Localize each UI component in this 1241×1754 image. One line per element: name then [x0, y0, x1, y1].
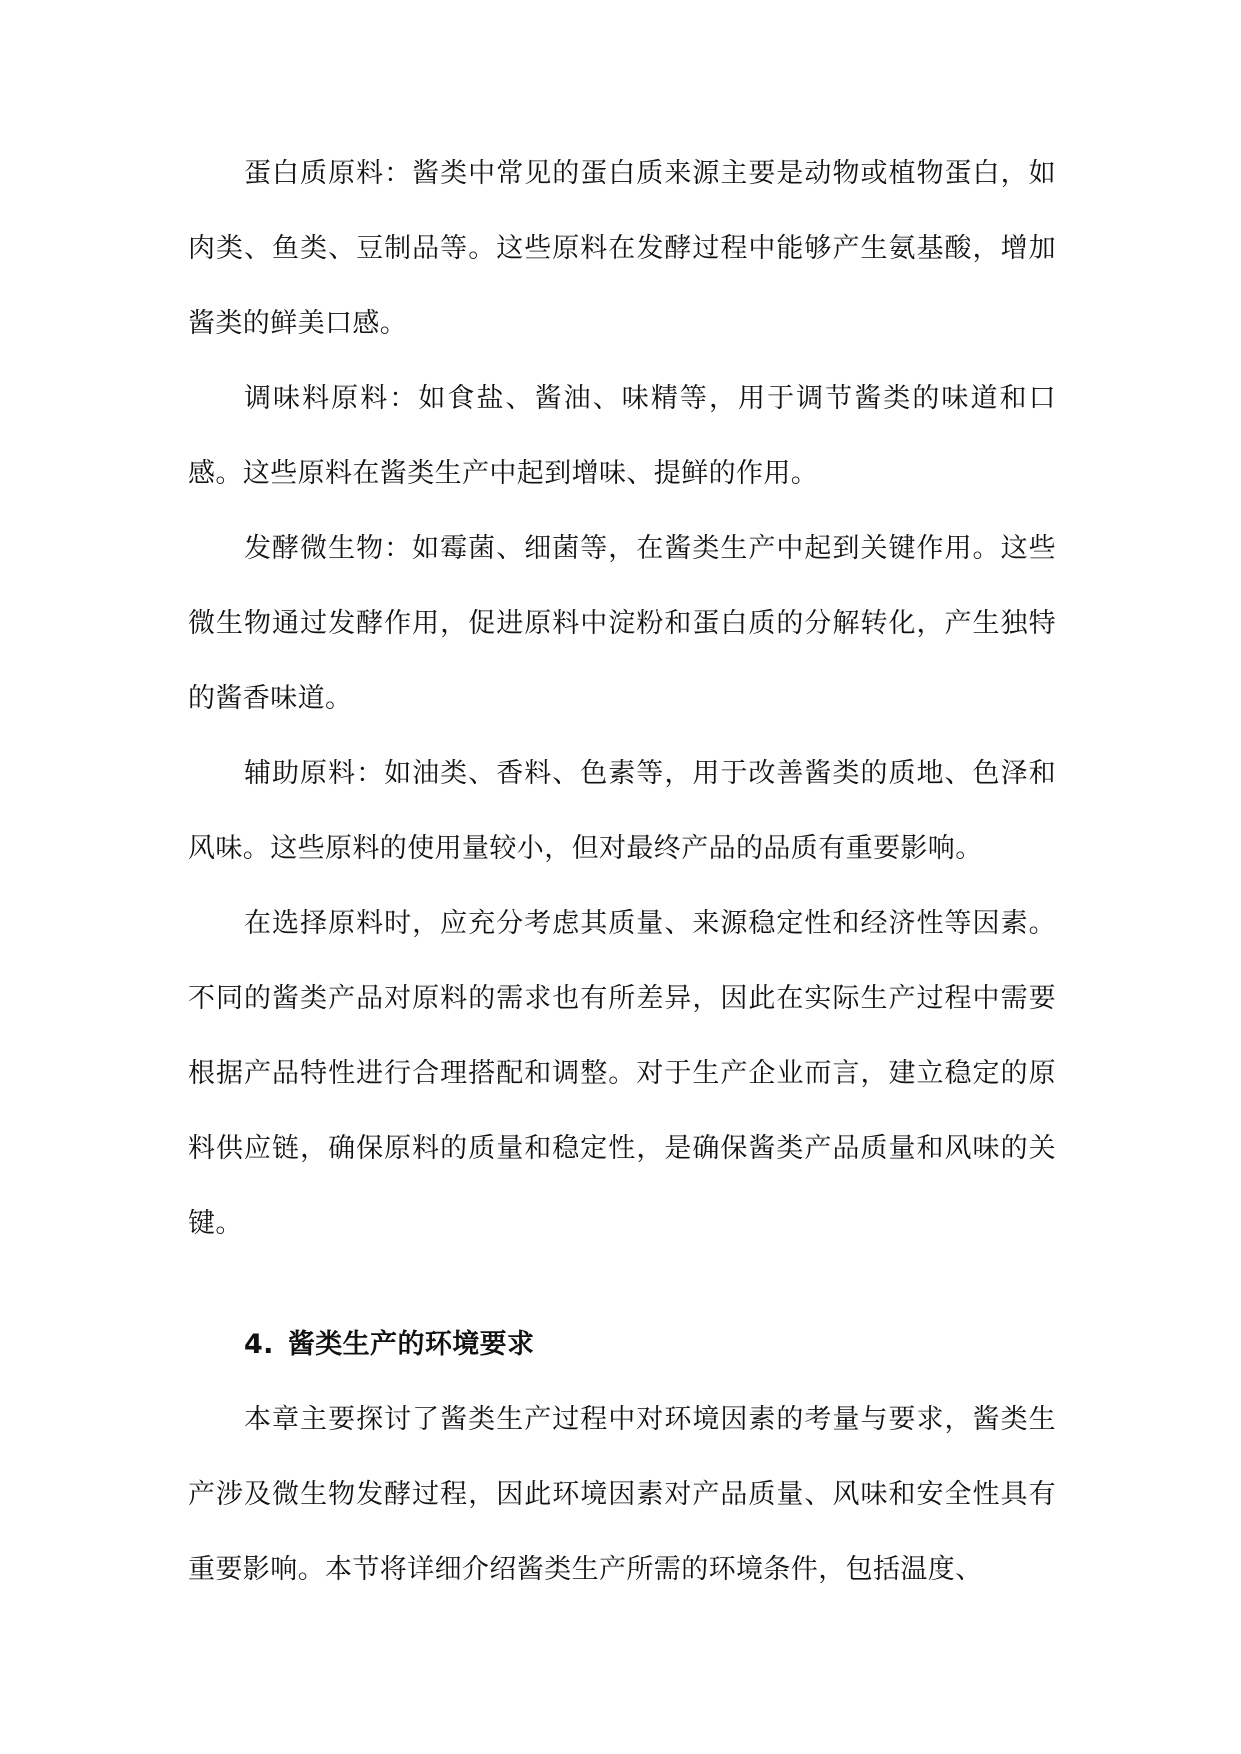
paragraph-fermentation-microbes: 发酵微生物：如霉菌、细菌等，在酱类生产中起到关键作用。这些微生物通过发酵作用，促进原料中淀粉和蛋白质的分解转化，产生独特的酱香味道。: [188, 533, 1056, 714]
page-content: [188, 136, 1056, 1607]
paragraph-protein-materials: 蛋白质原料：酱类中常见的蛋白质来源主要是动物或植物蛋白，如肉类、鱼类、豆制品等。这些原料在发酵过程中能够产生氨基酸，增加酱类的鲜美口感。: [188, 158, 1056, 339]
section-title: 酱类生产的环境要求: [287, 1329, 535, 1360]
paragraph-environment-intro: 本章主要探讨了酱类生产过程中对环境因素的考量与要求，酱类生产涉及微生物发酵过程，因此环境因素对产品质量、风味和安全性具有重要影响。本节将详细介绍酱类生产所需的环境条件，包括温度、: [188, 1404, 1056, 1585]
section-heading: [188, 1307, 1056, 1382]
paragraph-auxiliary-materials: 辅助原料：如油类、香料、色素等，用于改善酱类的质地、色泽和风味。这些原料的使用量较小，但对最终产品的品质有重要影响。: [188, 758, 1056, 864]
paragraph-seasoning-materials: 调味料原料：如食盐、酱油、味精等，用于调节酱类的味道和口感。这些原料在酱类生产中起到增味、提鲜的作用。: [188, 383, 1056, 489]
paragraph-material-selection: 在选择原料时，应充分考虑其质量、来源稳定性和经济性等因素。不同的酱类产品对原料的需求也有所差异，因此在实际生产过程中需要根据产品特性进行合理搭配和调整。对于生产企业而言，建立稳定的原料供应链，确保原料的质量和稳定性，是确保酱类产品质量和风味的关键。: [188, 908, 1056, 1239]
section-number: 4.: [244, 1329, 274, 1360]
